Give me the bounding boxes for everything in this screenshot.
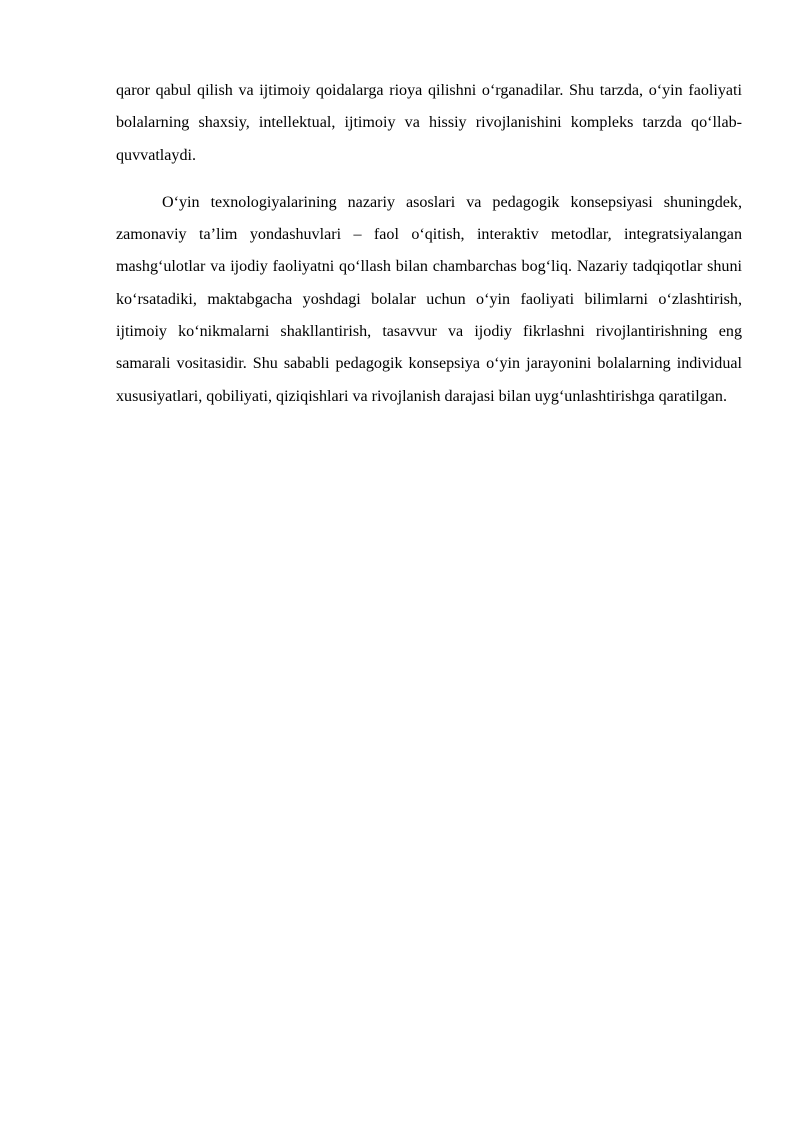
document-page <box>116 75 742 413</box>
paragraph-game-technologies: O‘yin texnologiyalarining nazariy asoslari va pedagogik konsepsiyasi shuningdek, zamonaviy ta’lim yondashuvlari – faol o‘qitish, interaktiv metodlar, integratsiyalangan mashg‘ulotlar va ijodiy faoliyatni qo‘llash bilan chambarchas bog‘liq. Nazariy tadqiqotlar shuni ko‘rsatadiki, maktabgacha yoshdagi bolalar uchun o‘yin faoliyati bilimlarni o‘zlashtirish, ijtimoiy ko‘nikmalarni shakllantirish, tasavvur va ijodiy fikrlashni rivojlantirishning eng samarali vositasidir. Shu sababli pedagogik konsepsiya o‘yin jarayonini bolalarning individual xususiyatlari, qobiliyati, qiziqishlari va rivojlanish darajasi bilan uyg‘unlashtirishga qaratilgan. <box>116 193 742 405</box>
paragraph-continuation: qaror qabul qilish va ijtimoiy qoidalarga rioya qilishni o‘rganadilar. Shu tarzda, o‘yin faoliyati bolalarning shaxsiy, intellektual, ijtimoiy va hissiy rivojlanishini kompleks tarzda qo‘llab-quvvatlaydi. <box>116 82 742 164</box>
